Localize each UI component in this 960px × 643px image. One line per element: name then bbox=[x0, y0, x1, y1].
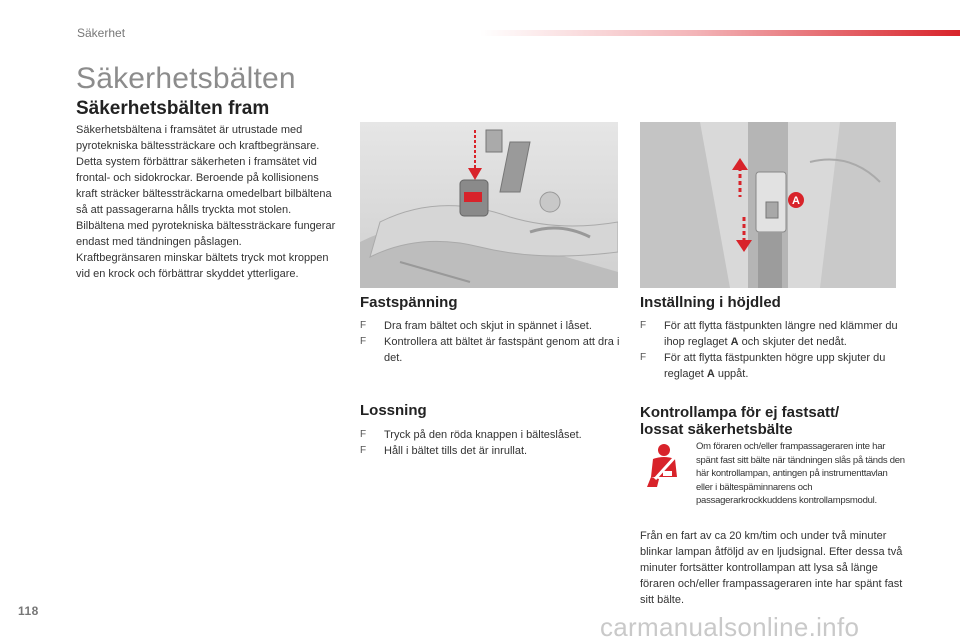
list-item: F Kontrollera att bältet är fastspänt genom att dra i det. bbox=[360, 336, 620, 364]
bullet: F bbox=[640, 352, 647, 363]
header-accent-bar bbox=[480, 30, 960, 36]
page-number: 118 bbox=[18, 604, 39, 618]
bullet: F bbox=[640, 320, 647, 331]
paragraph: Kraftbegränsaren minskar bältets tryck mot kroppen vid en krock och förbättrar skyddet ytterligare. bbox=[76, 252, 329, 280]
fastening-heading: Fastspänning bbox=[360, 294, 458, 311]
paragraph: Bilbältena med pyrotekniska bältessträckare fungerar endast med tändningen påslagen. bbox=[76, 220, 336, 248]
warning-lamp-description: Om föraren och/eller frampassageraren inte har spänt fast sitt bälte när tändningen slås på tänds den här kontrollampan, antingen på instrumenttavlan eller i bältespäminnarens och passagerarkrockkuddens kontrollampsmodul. bbox=[696, 441, 905, 507]
buckle-illustration bbox=[360, 122, 618, 288]
list-item: F För att flytta fästpunkten högre upp skjuter du reglaget A uppåt. bbox=[640, 352, 886, 380]
height-heading: Inställning i höjdled bbox=[640, 294, 781, 311]
height-adjuster-drawing bbox=[640, 122, 896, 288]
list-item: F För att flytta fästpunkten längre ned klämmer du ihop reglaget A och skjuter det nedåt. bbox=[640, 320, 898, 348]
buckle-drawing bbox=[360, 122, 618, 288]
paragraph: Detta system förbättrar säkerheten i framsätet vid frontal- och sidokrockar. Beroende på kollisionens kraft sträcker bältessträckarna omedelbart bilbältena så att passagerarna hålls tryckta mot stolen. bbox=[76, 156, 332, 216]
page-title: Säkerhetsbälten bbox=[76, 62, 296, 95]
warning-lamp-speed-text: Från en fart av ca 20 km/tim och under två minuter blinkar lampan åtföljd av en ljudsignal. Efter dessa två minuter fortsätter kontrollampan att lysa så länge föraren och/eller frampassageraren inte har spänt fast sitt bälte. bbox=[640, 530, 903, 606]
list-item: F Tryck på den röda knappen i bälteslåset. bbox=[360, 429, 582, 441]
watermark: carmanualsonline.info bbox=[600, 612, 860, 642]
bullet: F bbox=[360, 445, 367, 456]
section-label: Säkerhet bbox=[77, 26, 126, 40]
seatbelt-warning-icon bbox=[645, 443, 683, 489]
list-item: F Dra fram bältet och skjut in spännet i låset. bbox=[360, 320, 592, 332]
height-adjuster-illustration bbox=[640, 122, 896, 288]
list-item: F Håll i bältet tills det är inrullat. bbox=[360, 445, 528, 457]
front-belts-heading: Säkerhetsbälten fram bbox=[76, 98, 270, 119]
release-list bbox=[360, 427, 622, 459]
control-a-label: A bbox=[792, 195, 800, 207]
release-heading: Lossning bbox=[360, 402, 427, 419]
warning-lamp-heading: Kontrollampa för ej fastsatt/ lossat säkerhetsbälte bbox=[640, 404, 840, 438]
front-belts-text bbox=[76, 122, 340, 282]
bullet: F bbox=[360, 320, 367, 331]
height-list bbox=[640, 318, 908, 382]
bullet: F bbox=[360, 429, 367, 440]
paragraph: Säkerhetsbältena i framsätet är utrustade med pyrotekniska bältessträckare och kraftbegränsare. bbox=[76, 124, 320, 152]
bullet: F bbox=[360, 336, 367, 347]
fastening-list bbox=[360, 318, 622, 366]
